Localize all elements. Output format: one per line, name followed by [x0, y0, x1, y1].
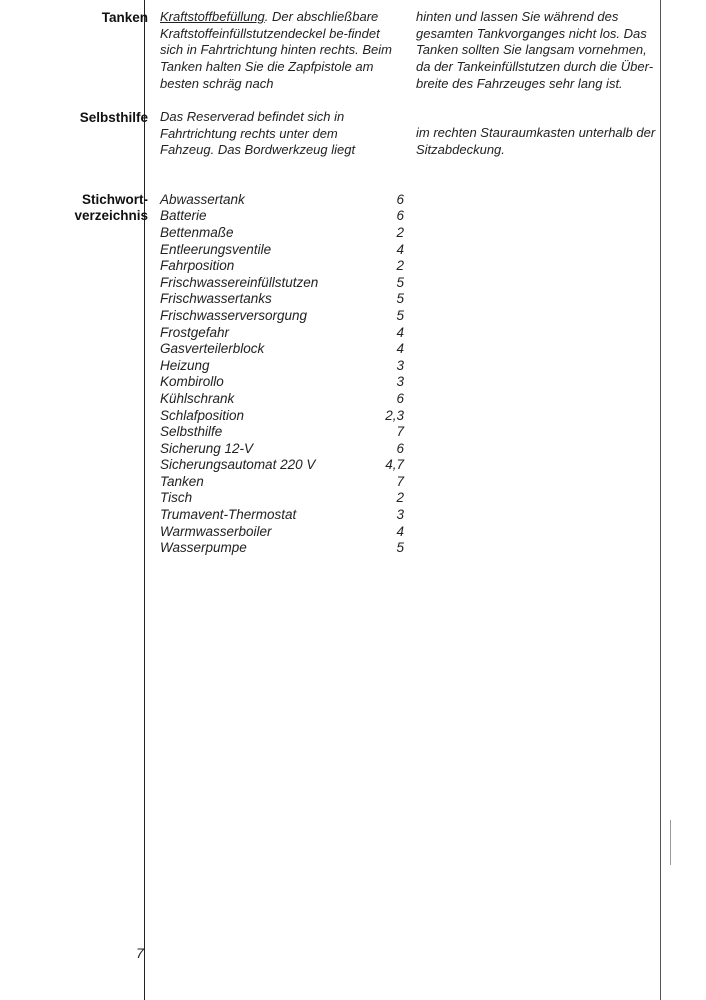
index-page: 3	[396, 507, 404, 523]
tanken-left-text: Der abschließbare Kraftstoffeinfüllstutzendeckel be-findet sich in Fahrtrichtung hinten rechts. Beim Tanken halten Sie die Zapfpistole am besten schräg nach	[160, 9, 392, 91]
section-label-stichwortverzeichnis	[0, 192, 148, 224]
section-label-tanken: Tanken	[101, 10, 148, 25]
tanken-lead: Kraftstoffbefüllung	[160, 9, 265, 24]
index-term: Kombirollo	[160, 374, 224, 390]
index-term: Fahrposition	[160, 258, 235, 274]
tanken-right-column: hinten und lassen Sie während des gesamten Tankvorganges nicht los. Das Tanken sollten Sie langsam vornehmen, da der Tankeinfüllstutzen durch die Über-breite des Fahrzeuges sehr lang ist.	[416, 9, 654, 91]
index-entry	[160, 191, 410, 208]
index-page: 2	[396, 224, 404, 240]
index-entry	[160, 407, 410, 424]
index-term: Trumavent-Thermostat	[160, 507, 297, 523]
index-entry	[160, 440, 410, 457]
index-entry	[160, 473, 410, 490]
selbsthilfe-left-column: Das Reserverad befindet sich in Fahrtrichtung rechts unter dem Fahzeug. Das Bordwerkzeug liegt	[160, 109, 356, 158]
section-label-selbsthilfe: Selbsthilfe	[79, 110, 148, 125]
index-entry	[160, 506, 410, 523]
index-entry	[160, 390, 410, 407]
index-page: 5	[396, 291, 404, 307]
index-page: 5	[396, 307, 404, 323]
index-term: Schlafposition	[160, 407, 245, 423]
index-term: Entleerungsventile	[160, 241, 272, 257]
right-rule	[660, 0, 661, 1000]
index-page: 3	[396, 357, 404, 373]
index-term: Gasverteilerblock	[160, 341, 265, 357]
index-entry	[160, 357, 410, 374]
index-page: 3	[396, 374, 404, 390]
index-page: 4	[396, 241, 404, 257]
index-term: Frischwassertanks	[160, 291, 272, 307]
selbsthilfe-right-column: im rechten Stauraumkasten unterhalb der Sitzabdeckung.	[416, 125, 656, 157]
index-page: 6	[396, 191, 404, 207]
left-rule	[144, 0, 145, 1000]
index-term: Sicherungsautomat 220 V	[160, 457, 316, 473]
index-entry	[160, 307, 410, 324]
page-number: 7	[136, 945, 144, 961]
index-page: 5	[396, 540, 404, 556]
index-page: 7	[396, 473, 404, 489]
index-entry	[160, 257, 410, 274]
index-entry	[160, 523, 410, 540]
index-entry	[160, 224, 410, 241]
index-entry	[160, 539, 410, 556]
index-term: Frostgefahr	[160, 324, 230, 340]
index-term: Batterie	[160, 208, 207, 224]
index-entry	[160, 324, 410, 341]
index-term: Warmwasserboiler	[160, 523, 272, 539]
index-page: 2	[396, 490, 404, 506]
index-page: 2	[396, 258, 404, 274]
index-term: Wasserpumpe	[160, 540, 247, 556]
index-page: 2,3	[385, 407, 404, 423]
index-term: Frischwassereinfüllstutzen	[160, 274, 319, 290]
index-term: Tanken	[160, 473, 204, 489]
index-page: 4	[396, 341, 404, 357]
index-page: 5	[396, 274, 404, 290]
label-line-2: verzeichnis	[74, 208, 148, 223]
index-page: 6	[396, 208, 404, 224]
index-term: Bettenmaße	[160, 224, 234, 240]
index-term: Selbsthilfe	[160, 424, 223, 440]
index-term: Frischwasserversorgung	[160, 307, 308, 323]
index-page: 6	[396, 390, 404, 406]
scan-mark	[670, 820, 671, 865]
index-entry	[160, 274, 410, 291]
index-page: 4	[396, 324, 404, 340]
index-page: 7	[396, 424, 404, 440]
index-entry	[160, 457, 410, 474]
index-page: 4	[396, 523, 404, 539]
index-term: Sicherung 12-V	[160, 440, 254, 456]
index-term: Heizung	[160, 357, 210, 373]
index-page: 4,7	[385, 457, 404, 473]
index-term: Abwassertank	[160, 191, 245, 207]
index-entry	[160, 291, 410, 308]
index-term: Kühlschrank	[160, 390, 235, 406]
index-term: Tisch	[160, 490, 193, 506]
index-entry	[160, 374, 410, 391]
index-entry	[160, 208, 410, 225]
index-entry	[160, 241, 410, 258]
index-entry	[160, 340, 410, 357]
label-line-1: Stichwort-	[82, 192, 148, 207]
tanken-left-column: Kraftstoffbefüllung. Der abschließbare Kraftstoffeinfüllstutzendeckel be-findet sich in Fahrtrichtung hinten rechts. Beim Tanken halten Sie die Zapfpistole am besten schräg nach	[160, 9, 392, 91]
index-page: 6	[396, 440, 404, 456]
index-list	[160, 191, 410, 556]
index-entry	[160, 490, 410, 507]
index-entry	[160, 423, 410, 440]
